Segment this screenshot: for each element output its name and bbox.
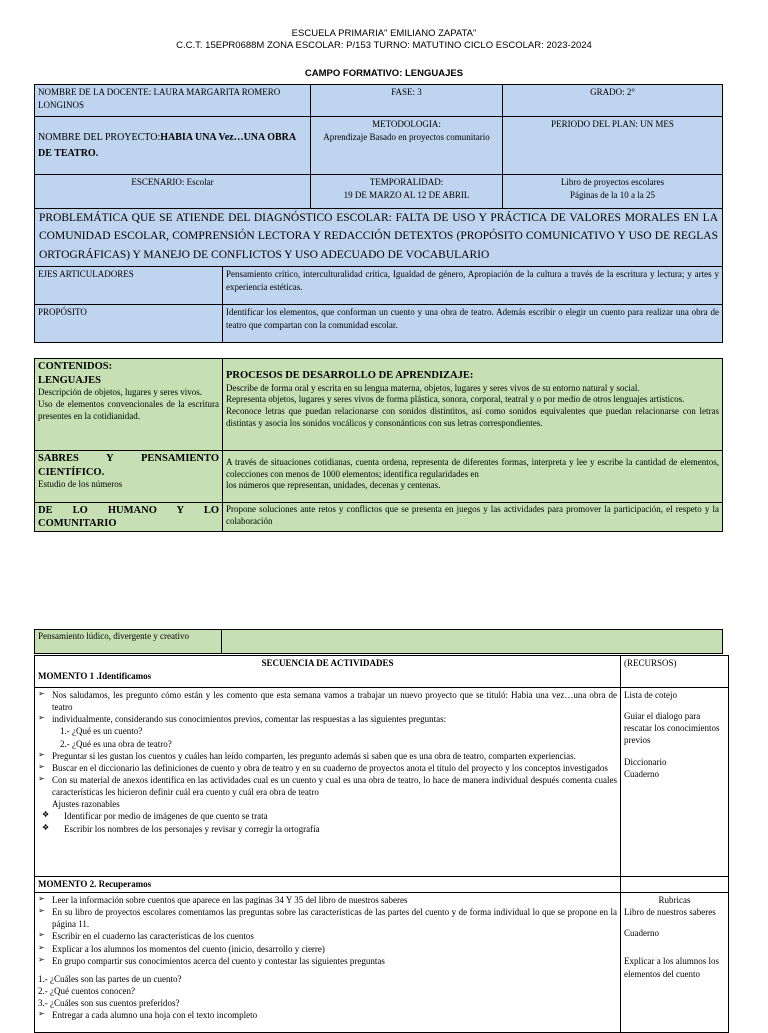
- list-item: ➢ individualmente, considerando sus conocimientos previos, comentar las respuestas a las siguientes preguntas:: [38, 713, 617, 725]
- periodo-cell: PERIODO DEL PLAN: UN MES: [503, 117, 723, 175]
- ejes-text: Pensamiento crítico, interculturalidad crítica, Igualdad de género, Apropiación de la cultura a través de la escritura y lectura; y artes y experiencia estéticas.: [223, 267, 723, 305]
- list-item: 2.- ¿Qué es una obra de teatro?: [60, 738, 172, 749]
- metodologia-text: Aprendizaje Basado en proyectos comunitario: [323, 132, 490, 143]
- list-item: ➢ Explicar a los alumnos los momentos del cuento (inicio, desarrollo y cierre): [38, 943, 617, 955]
- recurso-item: Lista de cotejo: [624, 690, 677, 700]
- list-item: ➢ Preguntar si les gustan los cuentos y cuáles han leído comparten, les pregunto además si saben que es una obra de teatro, comparten experiencias.: [38, 750, 617, 762]
- fase-cell: FASE: 3: [311, 85, 503, 117]
- list-item: ➢ Entregar a cada alumno una hoja con el texto incompleto: [38, 1009, 617, 1021]
- recurso-item: Cuaderno: [624, 928, 659, 939]
- proyecto-name: HABIA UNA Vez…UNA OBRA DE TEATRO.: [38, 131, 296, 159]
- contenidos-label: CONTENIDOS:: [38, 361, 113, 372]
- question-item: 3.- ¿Cuáles son sus cuentos preferidos?: [38, 998, 180, 1009]
- libro-cell: [503, 175, 723, 209]
- list-item: ➢ Escribir en el cuaderno las características de los cuentos: [38, 930, 617, 942]
- momento-2-activities: [35, 893, 621, 1033]
- momento-1-recursos: [621, 688, 729, 877]
- list-item: ➢ Buscar en el diccionario las definiciones de cuento y obra de teatro y en su cuaderno de proyectos anota el título del proyecto y los conceptos investigados: [38, 762, 617, 774]
- procesos-cell: [223, 359, 723, 451]
- list-item: ➢ En grupo compartir sus conocimientos acerca del cuento y contestar las siguientes preguntas: [38, 955, 617, 967]
- list-item: Ajustes razonables: [52, 799, 120, 810]
- recurso-item: Rubricas: [658, 895, 691, 906]
- metodologia-cell: [311, 117, 503, 175]
- procesos-label: PROCESOS DE DESARROLLO DE APRENDIZAJE:: [226, 370, 474, 381]
- list-item: ❖ Identificar por medio de imágenes de que cuento se trata: [38, 810, 617, 822]
- pensamiento-cell: Pensamiento lúdico, divergente y creativo: [35, 630, 222, 654]
- saberes-proc-2: los números que representan, unidades, decenas y centenas.: [226, 480, 441, 491]
- list-item: ➢ Nos saludamos, les pregunto cómo están y les comento que esta semana vamos a trabajar un nuevo proyecto que se tituló: Habia una vez…una obra de teatro: [38, 689, 617, 713]
- contenidos-table: [34, 358, 723, 532]
- humano-procesos: Propone soluciones ante retos y conflictos que se presenta en juegos y las actividades para promover la participación, el respeto y la colaboración: [223, 503, 723, 532]
- proyecto-label: NOMBRE DEL PROYECTO:: [38, 131, 161, 143]
- problematica-cell: PROBLEMÁTICA QUE SE ATIENDE DEL DIAGNÓSTICO ESCOLAR: FALTA DE USO Y PRÁCTICA DE VALORES MORALES EN LA COMUNIDAD ESCOLAR, COMPRENSIÓN LECTORA Y REDACCIÓN DETEXTOS (PROPÓSITO COMUNICATIVO Y USO DE REGLAS ORTOGRÁFICAS) Y MANEJO DE CONFLICTOS Y USO ADECUADO DE VOCABULARIO: [35, 209, 723, 267]
- lenguajes-text: Descripción de objetos, lugares y seres vivos.: [38, 387, 202, 398]
- list-item: ❖ Escribir los nombres de los personajes y revisar y corregir la ortografía: [38, 823, 617, 835]
- list-item: 1.- ¿Qué es un cuento?: [60, 726, 143, 737]
- ejes-label: EJES ARTICULADORES: [35, 267, 223, 305]
- list-item: ➢ Leer la información sobre cuentos que aparece en las paginas 34 Y 35 del libro de nuestros saberes: [38, 894, 617, 906]
- list-item: ➢ Con su material de anexos identifica en las actividades cual es un cuento y cual es una obra de teatro, lo hace de manera individual después comenta cuales características les hicieron definir cuál era cuento y cuál era obra de teatro: [38, 774, 617, 798]
- proyecto-cell: [35, 117, 311, 175]
- recurso-item: Cuaderno: [624, 768, 659, 779]
- recurso-item: Guiar el dialogo para rescatar los conocimientos previos: [624, 711, 720, 746]
- procesos-2: Representa objetos, lugares y seres vivos de forma plástica, sonora, corporal, teatral y o por medio de otros lenguajes artísticos.: [226, 394, 685, 405]
- docente-cell: NOMBRE DE LA DOCENTE: LAURA MARGARITA ROMERO LONGINOS: [35, 85, 311, 117]
- question-item: 1.- ¿Cuáles son las partes de un cuento?: [38, 973, 182, 984]
- campo-formativo: CAMPO FORMATIVO: LENGUAJES: [304, 68, 464, 79]
- lenguajes-cell: [35, 359, 223, 451]
- momento-2-list-tail: [38, 1009, 617, 1021]
- pensamiento-empty: [222, 630, 723, 654]
- secuencia-title: SECUENCIA DE ACTIVIDADES: [261, 658, 394, 668]
- secuencia-table: [34, 655, 729, 1033]
- momento-1-activities: [35, 688, 621, 877]
- escenario-cell: ESCENARIO: Escolar: [35, 175, 311, 209]
- temporalidad-text: 19 DE MARZO AL 12 DE ABRIL: [343, 190, 470, 201]
- saberes-cell: [35, 451, 223, 503]
- recursos-header: (RECURSOS): [621, 656, 729, 688]
- momento-2-list: [38, 894, 617, 967]
- momento-1-title: MOMENTO 1 .Identificamos: [38, 671, 152, 682]
- proposito-label: PROPÓSITO: [35, 305, 223, 343]
- saberes-text: Estudio de los números: [38, 479, 123, 490]
- recurso-item: Diccionario: [624, 756, 667, 767]
- momento-2-title: MOMENTO 2. Recuperamos: [35, 877, 621, 893]
- secuencia-header: [35, 656, 621, 688]
- school-name: ESCUELA PRIMARIA" EMILIANO ZAPATA": [291, 28, 477, 39]
- temporalidad-cell: [311, 175, 503, 209]
- libro-text: Libro de proyectos escolares: [560, 177, 665, 187]
- lenguajes-label: LENGUAJES: [38, 374, 102, 386]
- list-item: ➢ En su libro de proyectos escolares comentamos las preguntas sobre las características de las partes del cuento y de forma individual lo que se propone en la página 11.: [38, 906, 617, 930]
- plan-table: [34, 84, 723, 343]
- saberes-proc-1: A través de situaciones cotidianas, cuenta ordena, representa de diferentes formas, interpreta y lee y escribe la cantidad de elementos, colecciones con menos de 1000 elementos; identifica regularidades en: [226, 457, 719, 479]
- metodologia-label: METODOLOGIA:: [372, 119, 441, 129]
- saberes-label: SABRES Y PENSAMIENTO CIENTÍFICO.: [38, 453, 219, 478]
- paginas-text: Páginas de la 10 a la 25: [570, 190, 655, 201]
- lenguajes-text-2: Uso de elementos convencionales de la escritura presentes en la cotidianidad.: [38, 398, 219, 421]
- momento-1-list: [38, 689, 617, 835]
- pensamiento-table: [34, 629, 723, 654]
- humano-label: DE LO HUMANO Y LO COMUNITARIO: [35, 503, 223, 532]
- proposito-text: Identificar los elementos, que conforman un cuento y una obra de teatro. Además escribir o elegir un cuento para realizar una obra de teatro que compartan con la comunidad escolar.: [223, 305, 723, 343]
- procesos-3: Reconoce letras que puedan relacionarse con sonidos distintitos, así como sonidos equivalentes que puedan relacionarse con letras distintas y asocia los sonidos vocálicos y consonánticos con sus letras correspondientes.: [226, 406, 719, 428]
- temporalidad-label: TEMPORALIDAD:: [369, 177, 444, 187]
- saberes-procesos: [223, 451, 723, 503]
- question-item: 2.- ¿Qué cuentos conocen?: [38, 986, 135, 997]
- school-info: C.C.T. 15EPR0688M ZONA ESCOLAR: P/153 TURNO: MATUTINO CICLO ESCOLAR: 2023-2024: [176, 40, 592, 51]
- recurso-item: Libro de nuestros saberes: [624, 907, 716, 918]
- recurso-item: Explicar a los alumnos los elementos del cuento: [624, 956, 719, 979]
- procesos-1: Describe de forma oral y escrita en su lengua materna, objetos, lugares y seres vivos de su entorno natural y social.: [226, 382, 640, 393]
- grado-cell: GRADO: 2°: [503, 85, 723, 117]
- momento-2-recursos: [621, 893, 729, 1033]
- momento-2-title-empty: [621, 877, 729, 893]
